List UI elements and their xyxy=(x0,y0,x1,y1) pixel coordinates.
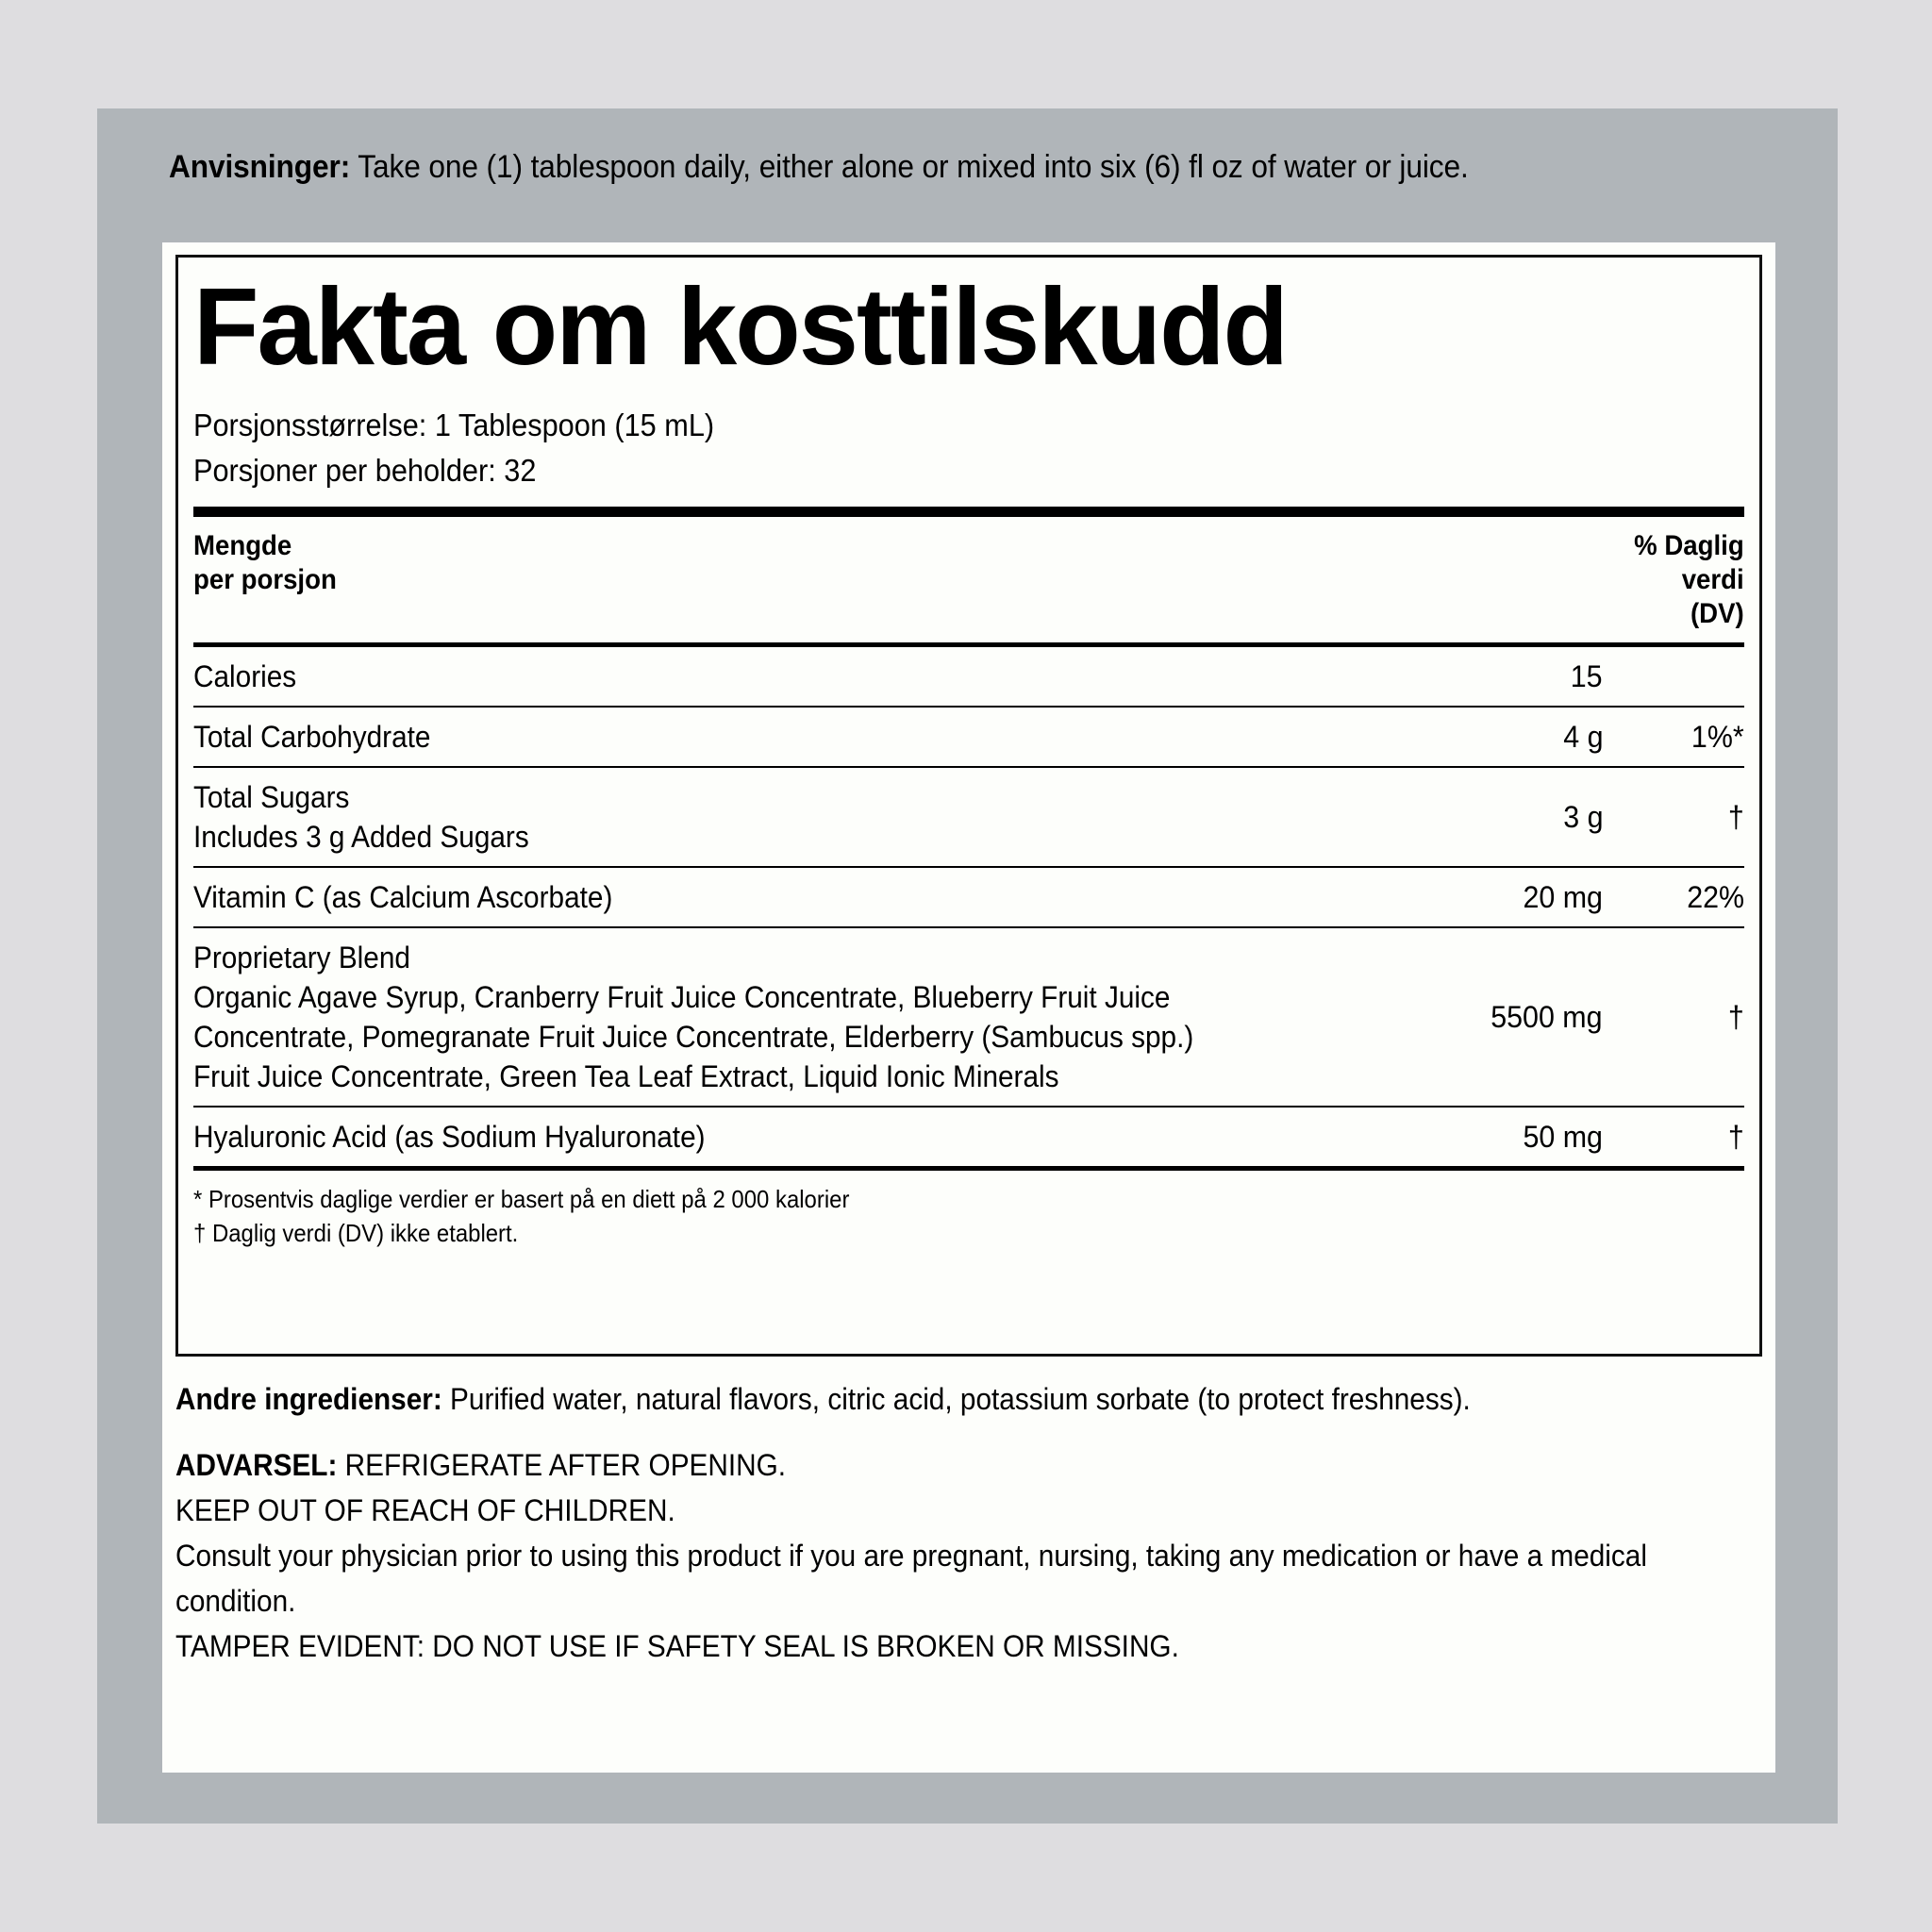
warning-line-2: KEEP OUT OF REACH OF CHILDREN. xyxy=(175,1493,675,1527)
warning-line-3: Consult your physician prior to using this product if you are pregnant, nursing, taking any medication or have a medical xyxy=(175,1539,1647,1573)
nutrient-name: Calories xyxy=(193,659,297,693)
amount-header-line2: per porsjon xyxy=(193,564,337,595)
other-ingredients-text: Purified water, natural flavors, citric acid, potassium sorbate (to protect freshness). xyxy=(441,1382,1471,1416)
nutrient-amount: 20 mg xyxy=(1523,880,1603,914)
nutrient-name-line1: Total Sugars xyxy=(193,780,350,814)
directions-label: Anvisninger: xyxy=(169,149,351,185)
footnote-dagger: † Daglig verdi (DV) ikke etablert. xyxy=(193,1219,519,1247)
nutrient-dv-cell xyxy=(1603,767,1744,867)
table-row xyxy=(193,707,1744,767)
table-row xyxy=(193,927,1744,1107)
supplement-label-panel xyxy=(97,108,1838,1824)
warning-block xyxy=(175,1442,1770,1669)
nutrient-dv-cell xyxy=(1603,867,1744,927)
nutrient-amount-cell xyxy=(1329,647,1603,707)
warning-line-1-text: REFRIGERATE AFTER OPENING. xyxy=(337,1448,787,1482)
warning-label: ADVARSEL: xyxy=(175,1448,338,1482)
supplement-facts-box xyxy=(175,255,1762,1357)
nutrient-name: Total Carbohydrate xyxy=(193,720,431,754)
nutrient-amount: 4 g xyxy=(1562,720,1603,754)
dv-header-line3: (DV) xyxy=(1690,598,1744,629)
nutrient-dv: 22% xyxy=(1687,880,1744,914)
label-content-card xyxy=(162,242,1775,1773)
nutrient-name: Hyaluronic Acid (as Sodium Hyaluronate) xyxy=(193,1120,706,1154)
nutrient-amount-cell xyxy=(1329,707,1603,767)
nutrient-name-cell xyxy=(193,707,1329,767)
table-column-headers xyxy=(193,517,1744,642)
warning-line-5: TAMPER EVIDENT: DO NOT USE IF SAFETY SEAL IS BROKEN OR MISSING. xyxy=(175,1629,1179,1663)
dv-header-line1: % Daglig xyxy=(1634,530,1744,561)
nutrient-name-cell xyxy=(193,647,1329,707)
nutrient-dv-cell xyxy=(1603,927,1744,1107)
directions-text xyxy=(169,148,1660,186)
nutrient-amount-cell xyxy=(1329,927,1603,1107)
table-row xyxy=(193,1107,1744,1166)
footnotes xyxy=(193,1182,1744,1250)
nutrient-dv-cell xyxy=(1603,647,1744,707)
blend-ingredients-line1: Organic Agave Syrup, Cranberry Fruit Juice Concentrate, Blueberry Fruit Juice xyxy=(193,980,1171,1014)
blend-ingredients-line3: Fruit Juice Concentrate, Green Tea Leaf Extract, Liquid Ionic Minerals xyxy=(193,1059,1059,1093)
servings-per-container: Porsjoner per beholder: 32 xyxy=(193,453,537,488)
nutrient-amount: 3 g xyxy=(1562,800,1603,834)
table-row xyxy=(193,867,1744,927)
nutrient-name-line2: Includes 3 g Added Sugars xyxy=(193,820,529,854)
serving-size: Porsjonsstørrelse: 1 Tablespoon (15 mL) xyxy=(193,408,715,442)
nutrient-dv: † xyxy=(1728,800,1744,834)
proprietary-blend-cell xyxy=(193,927,1329,1107)
nutrient-amount-cell xyxy=(1329,1107,1603,1166)
blend-ingredients-line2: Concentrate, Pomegranate Fruit Juice Concentrate, Elderberry (Sambucus spp.) xyxy=(193,1020,1194,1054)
divider-med-bottom xyxy=(193,1166,1744,1171)
page-title: Fakta om kosttilskudd xyxy=(193,265,1288,388)
nutrient-name: Vitamin C (as Calcium Ascorbate) xyxy=(193,880,613,914)
warning-line-1 xyxy=(175,1442,1658,1488)
nutrient-dv-cell xyxy=(1603,707,1744,767)
table-row xyxy=(193,767,1744,867)
nutrient-dv: † xyxy=(1728,1000,1744,1034)
nutrient-amount-cell xyxy=(1329,767,1603,867)
nutrient-dv: † xyxy=(1728,1120,1744,1154)
amount-per-serving-header xyxy=(193,529,337,597)
nutrient-name-cell xyxy=(193,867,1329,927)
other-ingredients xyxy=(175,1378,1770,1420)
dv-header-line2: verdi xyxy=(1682,564,1744,595)
nutrient-name-cell xyxy=(193,767,1329,867)
nutrient-amount-cell xyxy=(1329,867,1603,927)
daily-value-header xyxy=(1634,529,1744,631)
nutrient-name-cell xyxy=(193,1107,1329,1166)
directions-body: Take one (1) tablespoon daily, either alone or mixed into six (6) fl oz of water or juice. xyxy=(350,149,1469,185)
footnote-asterisk: * Prosentvis daglige verdier er basert på en diett på 2 000 kalorier xyxy=(193,1185,850,1213)
nutrient-table xyxy=(193,647,1744,1166)
amount-header-line1: Mengde xyxy=(193,530,292,561)
serving-info xyxy=(193,403,1744,493)
blend-title: Proprietary Blend xyxy=(193,941,410,974)
nutrient-dv: 1%* xyxy=(1691,720,1744,754)
nutrient-amount: 50 mg xyxy=(1523,1120,1603,1154)
nutrient-amount: 15 xyxy=(1571,659,1603,693)
table-row xyxy=(193,647,1744,707)
other-ingredients-label: Andre ingredienser: xyxy=(175,1382,442,1416)
divider-thick-top xyxy=(193,507,1744,517)
warning-line-4: condition. xyxy=(175,1584,296,1618)
nutrient-dv-cell xyxy=(1603,1107,1744,1166)
nutrient-amount: 5500 mg xyxy=(1491,1000,1603,1034)
